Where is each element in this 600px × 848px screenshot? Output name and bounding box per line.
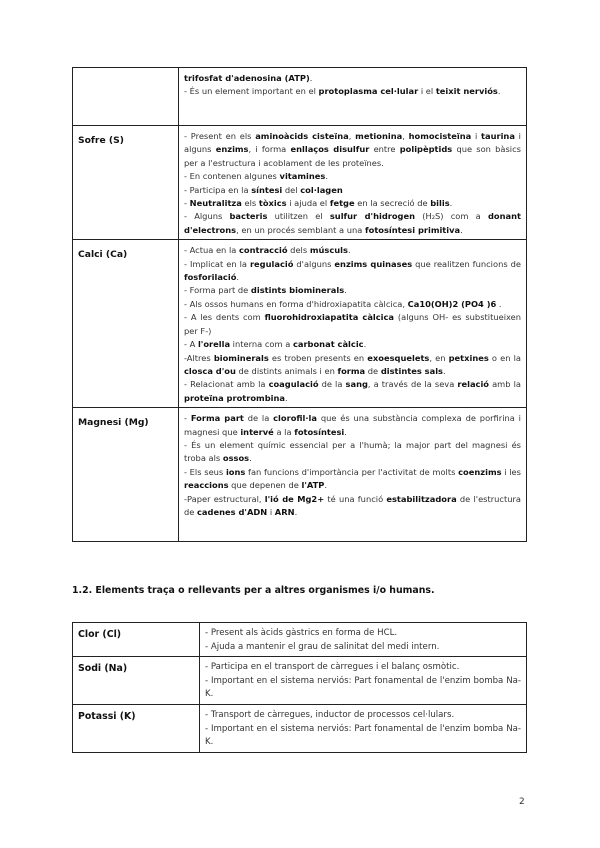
bold-term: fluorohidroxiapatita càlcica (264, 312, 395, 323)
bold-term: tòxics (258, 198, 287, 209)
bold-term: l'ió de Mg2+ (264, 493, 325, 504)
bold-term: exoesquelets (367, 352, 430, 363)
section-heading: 1.2. Elements traça o rellevants per a altres organismes i/o humans. (72, 585, 435, 596)
element-name (73, 68, 179, 126)
text-run: - Als ossos humans en forma d'hidroxiapatita càlcica, (184, 298, 408, 309)
element-name: Potassi (K) (73, 704, 200, 752)
text-run: -Paper estructural, (184, 493, 265, 504)
bold-term: coagulació (268, 379, 319, 390)
text-run: amb la (489, 379, 521, 390)
text-run: (alguns OH- es substitueixen per F-) (184, 312, 522, 336)
text-run: , (348, 131, 356, 141)
text-run: , (402, 131, 409, 141)
description-line (184, 244, 521, 257)
text-run: i les (501, 466, 521, 477)
text-run: o en la (488, 352, 522, 363)
element-description (179, 408, 527, 542)
bold-term: donant d'electrons (184, 211, 521, 235)
text-run: - Alguns (184, 211, 230, 222)
table-row (73, 704, 527, 752)
text-run: - Implicat en la (184, 258, 250, 269)
bold-term: bilis (430, 198, 450, 209)
bold-term: col·lagen (300, 184, 343, 195)
text-run: , i forma (248, 144, 291, 155)
description-line (184, 170, 521, 183)
description-line (184, 184, 521, 197)
bold-term: carbonat càlcic (292, 339, 364, 350)
bold-term: l'ATP (301, 480, 325, 491)
description-line (184, 378, 521, 405)
bold-term: closca d'ou (184, 365, 236, 376)
bold-term: Neutralitza (189, 198, 242, 209)
text-run: es troben presents en (268, 352, 368, 363)
bold-term: ions (225, 466, 246, 477)
text-run: . (344, 426, 347, 437)
text-run: a la (273, 426, 295, 437)
description-line (184, 210, 521, 237)
element-description (179, 126, 527, 240)
text-run: . (285, 392, 288, 403)
element-name: Clor (Cl) (73, 623, 200, 657)
text-run: . (236, 272, 240, 283)
description-line (184, 130, 521, 170)
text-run: que son bàsics per a l'estructura i acoblament de les proteïnes. (184, 144, 521, 168)
text-run: - A (184, 339, 198, 350)
text-run: , a través de la seva (367, 379, 458, 390)
bold-term: taurina (481, 131, 515, 141)
text-run: (H₂S) com a (415, 211, 488, 222)
description-line (184, 412, 521, 439)
table-row (73, 657, 527, 705)
element-description (200, 704, 527, 752)
bold-term: biominerals (213, 352, 269, 363)
bold-term: fotosíntesi (294, 426, 345, 437)
text-run: - Important en el sistema nerviós: Part fonamental de l'enzim bomba Na-K. (205, 723, 521, 748)
text-run: - Participa en el transport de càrregues i el balanç osmòtic. (205, 662, 460, 673)
text-run: . (325, 171, 328, 182)
text-run: - Forma part de (184, 285, 251, 296)
text-run: - A les dents com (184, 312, 265, 323)
bold-term: polipèptids (399, 144, 453, 155)
text-run: . (347, 245, 351, 256)
text-run: . (460, 224, 463, 235)
text-run: . (324, 480, 328, 491)
text-run: - Important en el sistema nerviós: Part fonamental de l'enzim bomba Na-K. (205, 675, 521, 700)
bold-term: distintes sals (380, 365, 443, 376)
text-run: de la (318, 379, 346, 390)
table-row (73, 623, 527, 657)
bold-term: petxines (448, 352, 489, 363)
text-run: que realitzen funcions de (412, 258, 521, 269)
text-run: - (184, 413, 191, 424)
text-run: de la (243, 413, 274, 424)
text-run: - Relacionat amb la (184, 379, 269, 390)
table-body (73, 68, 527, 542)
table-row (73, 240, 527, 408)
text-run: i el (418, 86, 436, 97)
bold-term: homocisteïna (408, 131, 472, 141)
bold-term: clorofil·la (273, 413, 317, 424)
text-run: en la secreció de (354, 198, 431, 209)
description-line (205, 661, 521, 675)
text-run: - Els seus (184, 466, 226, 477)
bold-term: enzims quinases (334, 258, 413, 269)
bold-term: coenzims (458, 466, 502, 477)
bold-term: relació (457, 379, 489, 390)
text-run: - Transport de càrregues, inductor de processos cel·lulars. (205, 709, 455, 720)
bold-term: l'orella (197, 339, 231, 350)
bold-term: trifosfat d'adenosina (ATP) (184, 73, 310, 83)
text-run: que és una substància complexa de porfirina i magnesi que (184, 413, 521, 437)
text-run: - (184, 198, 190, 209)
description-line (184, 311, 521, 338)
element-name: Sofre (S) (73, 126, 179, 240)
text-run: - En contenen algunes (184, 171, 280, 182)
bold-term: distints biominerals (250, 285, 345, 296)
text-run: - És un element químic essencial per a l'humà; la major part del magnesi és troba als (184, 439, 521, 464)
bold-term: sulfur d'hidrogen (329, 211, 416, 222)
table-body (73, 623, 527, 753)
text-run: - Participa en la (184, 184, 252, 195)
description-line (184, 258, 521, 285)
element-description (200, 657, 527, 705)
element-description (200, 623, 527, 657)
text-run: de l'estructura de (184, 493, 521, 517)
trace-elements-table (72, 622, 527, 753)
element-name: Calci (Ca) (73, 240, 179, 408)
description-line (184, 298, 521, 311)
bold-term: teixit nerviós (435, 86, 498, 97)
text-run: - Present en els (184, 131, 256, 141)
description-line (205, 709, 521, 723)
text-run: i (267, 506, 275, 517)
text-run: . (496, 298, 502, 309)
text-run: utilitzen el (267, 211, 330, 222)
element-description (179, 240, 527, 408)
description-line (184, 439, 521, 466)
text-run: . (449, 198, 453, 209)
description-line (205, 675, 521, 702)
description-line (205, 723, 521, 750)
bold-term: ossos (222, 453, 250, 464)
text-run: . (443, 365, 446, 376)
text-run: interna com a (230, 339, 293, 350)
text-run: de distints animals i en (235, 365, 338, 376)
bold-term: reaccions (184, 480, 229, 491)
bold-term: estabilitzadora (386, 493, 457, 504)
bold-term: vitamines (279, 171, 326, 182)
bold-term: músculs (309, 245, 348, 256)
text-run: d'alguns (293, 258, 335, 269)
text-run: els (241, 198, 259, 209)
bold-term: forma (337, 365, 366, 376)
text-run: - Present als àcids gàstrics en forma de HCL. (205, 628, 398, 638)
text-run: entre (369, 144, 400, 155)
table-row (73, 408, 527, 542)
text-run: . (309, 73, 313, 83)
text-run: de (365, 365, 381, 376)
bold-term: enllaços disulfur (290, 144, 370, 155)
text-run: i (471, 131, 482, 141)
bold-term: enzims (215, 144, 249, 155)
bold-term: ARN (274, 506, 295, 517)
text-run: . (344, 285, 347, 296)
description-line (184, 85, 521, 98)
text-run: té una funció (324, 493, 387, 504)
bold-term: Forma part (190, 413, 244, 424)
text-run: . (363, 339, 367, 350)
bold-term: Ca10(OH)2 (PO4 )6 (407, 298, 497, 309)
description-line (184, 72, 521, 85)
element-description (179, 68, 527, 126)
bold-term: fotosíntesi primitiva (365, 224, 461, 235)
bold-term: bacteris (229, 211, 268, 222)
text-run: . (249, 453, 252, 464)
text-run: i ajuda el (286, 198, 330, 209)
text-run: del (282, 184, 301, 195)
text-run: , en (429, 352, 449, 363)
description-line (205, 641, 521, 655)
bold-term: fetge (329, 198, 355, 209)
bold-term: síntesi (251, 184, 283, 195)
bold-term: proteïna protrombina (184, 392, 285, 403)
text-run: i alguns (184, 131, 521, 155)
elements-table-continued (72, 67, 527, 542)
text-run: - És un element important en el (184, 86, 319, 97)
text-run: que depenen de (228, 480, 302, 491)
bold-term: sang (345, 379, 368, 390)
description-line (184, 352, 521, 379)
text-run: - Ajuda a mantenir el grau de salinitat del medi intern. (205, 641, 440, 652)
text-run: . (294, 506, 298, 517)
table-row (73, 68, 527, 126)
description-line (184, 197, 521, 210)
text-run: - Actua en la (184, 245, 239, 256)
bold-term: protoplasma cel·lular (318, 86, 419, 97)
description-line (205, 627, 521, 641)
table-row (73, 126, 527, 240)
bold-term: regulació (249, 258, 294, 269)
bold-term: contracció (238, 245, 288, 256)
description-line (184, 493, 521, 520)
text-run: . (497, 86, 501, 97)
bold-term: cadenes d'ADN (197, 506, 268, 517)
text-run: fan funcions d'importància per l'activitat de molts (245, 466, 459, 477)
bold-term: aminoàcids cisteïna (255, 131, 349, 141)
text-run: , en un procés semblant a una (236, 224, 366, 235)
page-number: 2 (519, 797, 525, 807)
element-name: Sodi (Na) (73, 657, 200, 705)
element-name: Magnesi (Mg) (73, 408, 179, 542)
description-line (184, 284, 521, 297)
bold-term: fosforilació (184, 272, 237, 283)
description-line (184, 338, 521, 351)
description-line (184, 466, 521, 493)
bold-term: metionina (355, 131, 403, 141)
text-run: -Altres (184, 352, 214, 363)
text-run: dels (287, 245, 310, 256)
bold-term: intervé (240, 426, 274, 437)
